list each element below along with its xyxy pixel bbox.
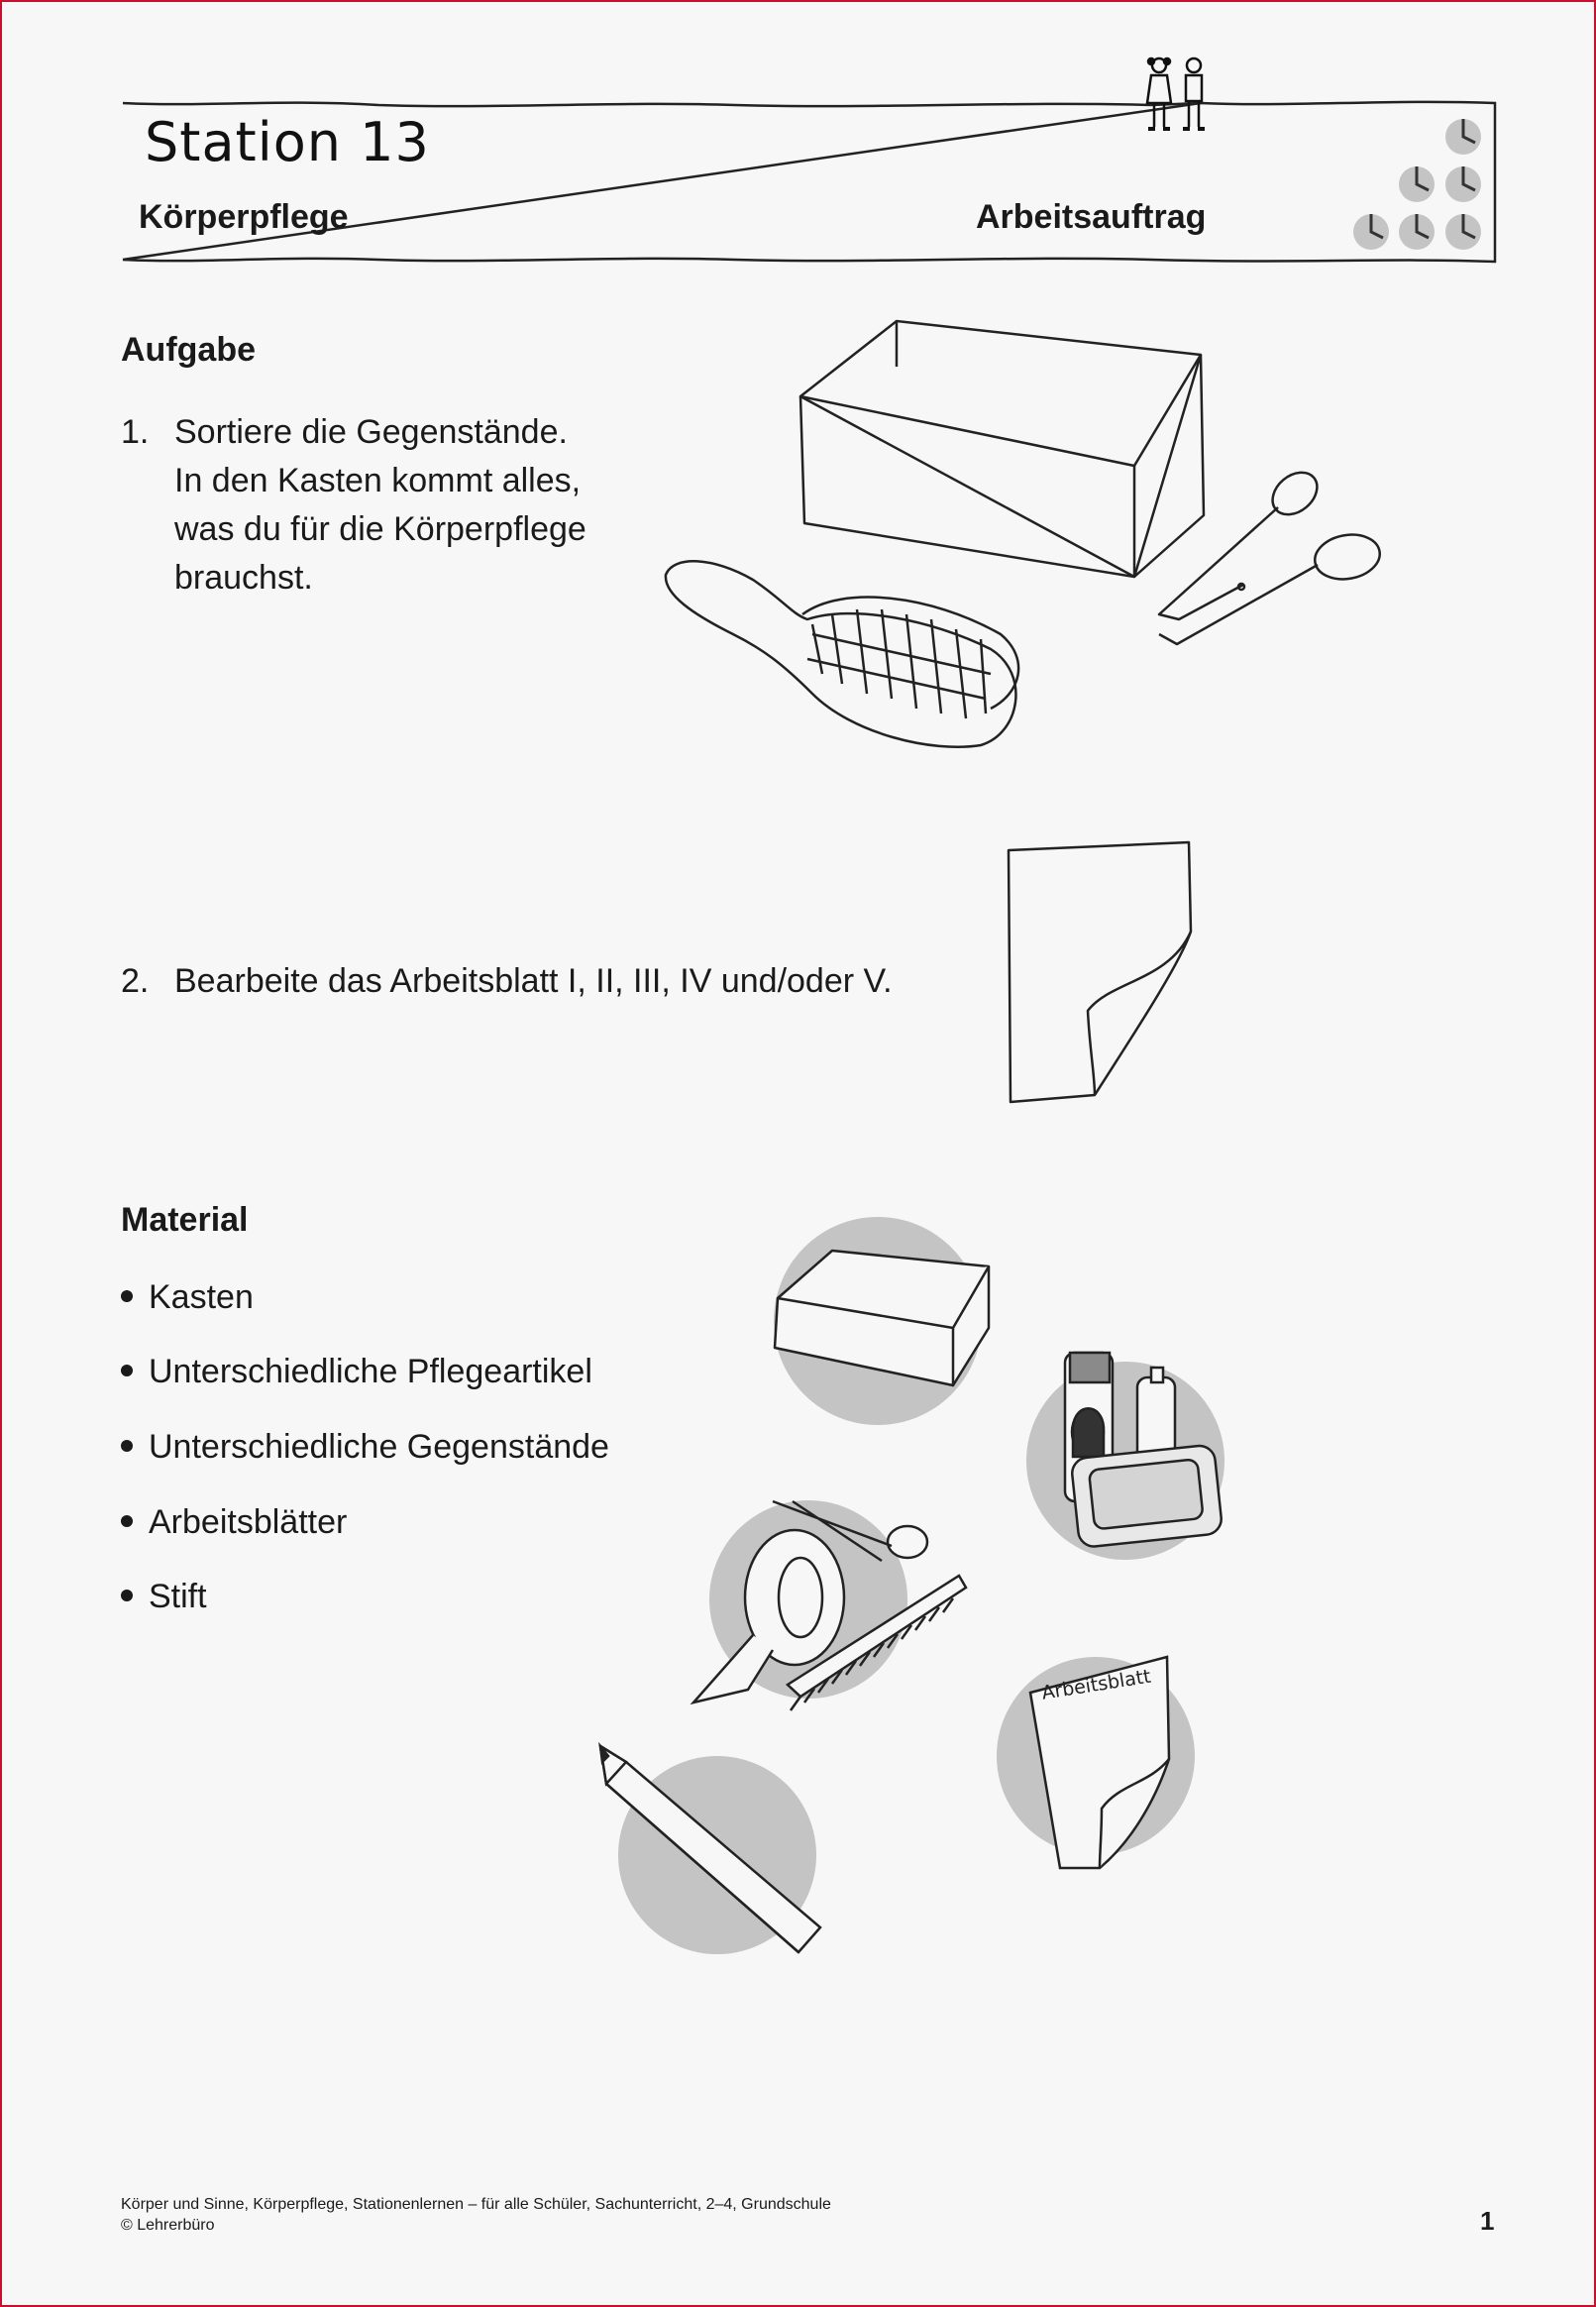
brush-illustration (666, 561, 1018, 746)
task-line: Sortiere die Gegenstände. (174, 413, 568, 451)
worksheet-label: Arbeitsblatt (1040, 1665, 1153, 1704)
material-item: Arbeitsblätter (121, 1503, 347, 1542)
sheet-illustration (1009, 842, 1191, 1102)
scissors-illustration (1159, 464, 1383, 644)
task-line: brauchst. (174, 559, 313, 597)
task-line: was du für die Körperpflege (174, 510, 586, 548)
aufgabe-heading: Aufgabe (121, 331, 256, 369)
footer-copyright: © Lehrerbüro (121, 2217, 215, 2234)
station-title: Station 13 (145, 111, 430, 173)
page-number: 1 (1480, 2206, 1495, 2236)
material-item: Unterschiedliche Gegenstände (121, 1428, 609, 1467)
task-type-label: Arbeitsauftrag (976, 198, 1207, 236)
material-heading: Material (121, 1201, 249, 1239)
box-illustration (800, 321, 1204, 577)
material-item: Unterschiedliche Pflegeartikel (121, 1353, 592, 1391)
subject-label: Körperpflege (139, 198, 349, 236)
footer-citation: Körper und Sinne, Körperpflege, Stationenlernen – für alle Schüler, Sachunterricht, 2–4, Grundschule (121, 2196, 831, 2213)
task-line: In den Kasten kommt alles, (174, 462, 582, 499)
task-line: Bearbeite das Arbeitsblatt I, II, III, IV und/oder V. (174, 962, 893, 1000)
material-item: Stift (121, 1578, 207, 1616)
task-number: 2. (121, 962, 150, 1000)
material-item: Kasten (121, 1278, 254, 1317)
task-number: 1. (121, 413, 150, 451)
